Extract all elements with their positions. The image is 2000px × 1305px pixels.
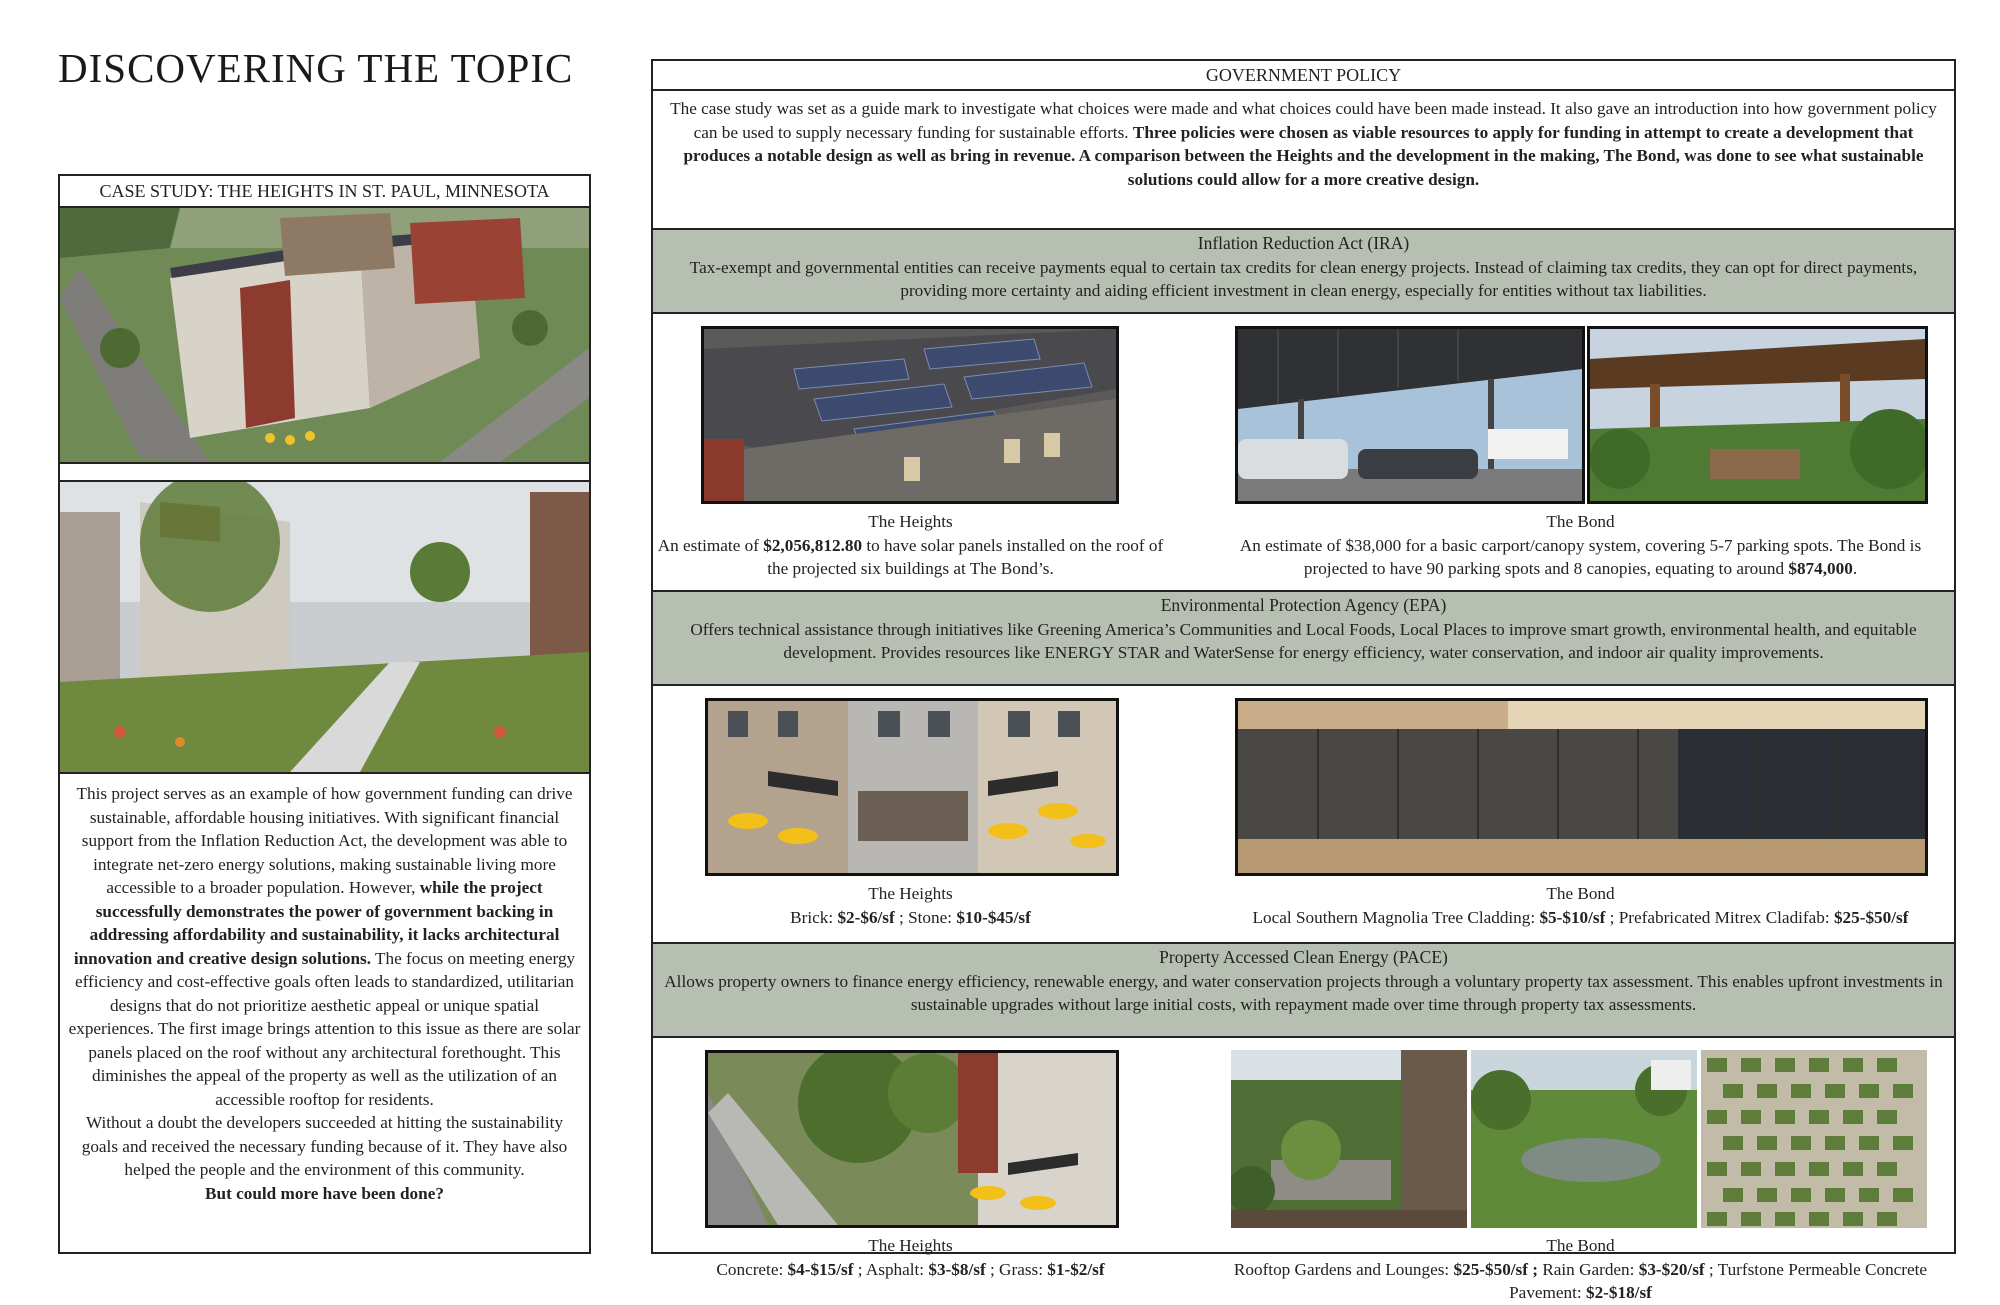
epa-heights-stone-label: ; Stone: [894, 907, 957, 927]
epa-bond-label: The Bond [1546, 884, 1615, 903]
case-study-panel [58, 174, 591, 1254]
pace-heights-asphalt-cost: $3-$8/sf [928, 1259, 986, 1279]
policy-header: GOVERNMENT POLICY [653, 61, 1954, 91]
pace-heights-grass-label: ; Grass: [985, 1259, 1048, 1279]
ira-heights-label: The Heights [868, 512, 953, 531]
policy-intro [653, 91, 1954, 230]
epa-heights-caption [653, 882, 1168, 929]
epa-description: Offers technical assistance through initiatives like Greening America’s Communities and Local Foods, Local Places to improve smart growth, environmental health, and equitable development. Provides resources like ENERGY STAR and WaterSense for energy efficiency, water conservation, and indoor air quality improvements. [690, 619, 1917, 662]
government-policy-panel [651, 59, 1956, 1302]
pace-heights-concrete-label: Concrete: [716, 1259, 788, 1279]
epa-bond-cladding-label: Local Southern Magnolia Tree Cladding: [1252, 907, 1540, 927]
pace-bond-rooftop-cost: $25-$50/sf [1453, 1259, 1528, 1279]
heights-facade-image [705, 698, 1119, 876]
heights-streetscape-image [705, 1050, 1119, 1228]
pace-heights-grass-cost: $1-$2/sf [1047, 1259, 1105, 1279]
pace-heights-asphalt-label: ; Asphalt: [853, 1259, 929, 1279]
epa-bond-mitrex-cost: $25-$50/sf [1833, 907, 1909, 927]
epa-bond-caption [1198, 882, 1963, 929]
case-study-text-2: The focus on meeting energy efficiency and cost-effective goals often leads to standardized, utilitarian designs that do not prioritize aesthetic appeal or unique spatial experiences. The first image brings attention to this issue as there are solar panels placed on the roof without any architectural forethought. This diminishes the appeal of the property as well as the utilization of an accessible rooftop for residents. [68, 948, 581, 1109]
bond-rain-garden-image [1471, 1050, 1697, 1228]
bond-rooftop-garden-image [1231, 1050, 1467, 1228]
case-study-text-1: This project serves as an example of how government funding can drive sustainable, affordable housing initiatives. With significant financial support from the Inflation Reduction Act, the development was able to integrate net-zero energy solutions, making sustainable living more accessible to a broader population. However, [76, 784, 573, 897]
pace-band [653, 944, 1954, 1038]
epa-heights-label: The Heights [868, 884, 953, 903]
epa-heights-stone-cost: $10-$45/sf [956, 907, 1031, 927]
epa-row [653, 686, 1954, 944]
bond-carport-image [1235, 326, 1585, 504]
pace-heights-caption [653, 1234, 1168, 1281]
case-study-caption: CASE STUDY: THE HEIGHTS IN ST. PAUL, MINNESOTA [60, 176, 589, 208]
case-study-text-bold: while the project successfully demonstrates the power of government backing in addressing affordability and sustainability, it lacks architectural innovation and creative design solutions. [73, 878, 560, 968]
heights-courtyard-image [60, 482, 589, 774]
heights-solar-roof-image [701, 326, 1119, 504]
pace-bond-rooftop-label: Rooftop Gardens and Lounges: [1233, 1259, 1454, 1279]
ira-heights-post: to have solar panels installed on the roof of the projected six buildings at The Bond’s. [767, 535, 1164, 578]
pace-bond-rain-label: Rain Garden: [1538, 1259, 1639, 1279]
ira-band [653, 230, 1954, 314]
pace-bond-label: The Bond [1546, 1236, 1615, 1255]
epa-heights-brick-label: Brick: [790, 907, 838, 927]
pace-bond-rain-cost: $3-$20/sf [1638, 1259, 1705, 1279]
ira-bond-post: . [1852, 559, 1858, 578]
pace-bond-turfstone-label: ; Turfstone Permeable Concrete Pavement: [1509, 1259, 1928, 1302]
pace-row [653, 1038, 1954, 1302]
bond-turfstone-image [1701, 1050, 1927, 1228]
page-title: DISCOVERING THE TOPIC [58, 45, 574, 91]
pace-heights-label: The Heights [868, 1236, 953, 1255]
bond-cladding-image [1235, 698, 1928, 876]
epa-title: Environmental Protection Agency (EPA) [1160, 595, 1447, 615]
ira-bond-cost: $874,000 [1788, 559, 1853, 578]
ira-bond-pre: An estimate of $38,000 for a basic carport/canopy system, covering 5-7 parking spots. The Bond is projected to have 90 parking spots and 8 canopies, equating to around [1239, 535, 1922, 578]
ira-bond-label: The Bond [1546, 512, 1615, 531]
ira-row [653, 314, 1954, 592]
ira-bond-caption [1218, 510, 1943, 581]
policy-intro-bold: Three policies were chosen as viable resources to apply for funding in attempt to create a development that produces a notable design as well as bring in revenue. A comparison between the Heights and the development in the making, The Bond, was done to see what sustainable solutions could allow for a more creative design. [683, 122, 1924, 189]
pace-heights-concrete-cost: $4-$15/sf [787, 1259, 854, 1279]
epa-bond-cladding-cost: $5-$10/sf [1539, 907, 1606, 927]
bond-timber-canopy-image [1587, 326, 1928, 504]
ira-heights-cost: $2,056,812.80 [763, 535, 863, 555]
ira-description: Tax-exempt and governmental entities can receive payments equal to certain tax credits for clean energy projects. Instead of claiming tax credits, they can opt for direct payments, providing more certainty and aiding efficient investment in clean energy, especially for entities without tax liabilities. [689, 257, 1918, 300]
epa-band [653, 592, 1954, 686]
case-study-text [60, 774, 589, 1213]
pace-bond-turfstone-cost: $2-$18/sf [1585, 1283, 1652, 1302]
pace-bond-separator: ; [1527, 1259, 1539, 1279]
epa-heights-brick-cost: $2-$6/sf [837, 907, 895, 927]
policy-intro-plain: The case study was set as a guide mark to investigate what choices were made and what choices could have been made instead. It also gave an introduction into how government policy can be used to supply necessary funding for sustainable efforts. [670, 99, 1937, 142]
ira-heights-pre: An estimate of [657, 535, 764, 555]
pace-description: Allows property owners to finance energy efficiency, renewable energy, and water conservation projects through a voluntary property tax assessment. This enables upfront investments in sustainable upgrades without large initial costs, with repayment made over time through property tax assessments. [664, 971, 1943, 1014]
ira-heights-caption [653, 510, 1168, 581]
heights-aerial-image [60, 208, 589, 464]
epa-bond-mitrex-label: ; Prefabricated Mitrex Cladifab: [1605, 907, 1834, 927]
pace-title: Property Accessed Clean Energy (PACE) [1159, 947, 1448, 967]
ira-title: Inflation Reduction Act (IRA) [1197, 233, 1410, 253]
case-study-text-3: Without a doubt the developers succeeded at hitting the sustainability goals and received the necessary funding because of it. They have also helped the people and the environment of this community. [81, 1113, 568, 1179]
case-study-question: But could more have been done? [205, 1183, 444, 1203]
